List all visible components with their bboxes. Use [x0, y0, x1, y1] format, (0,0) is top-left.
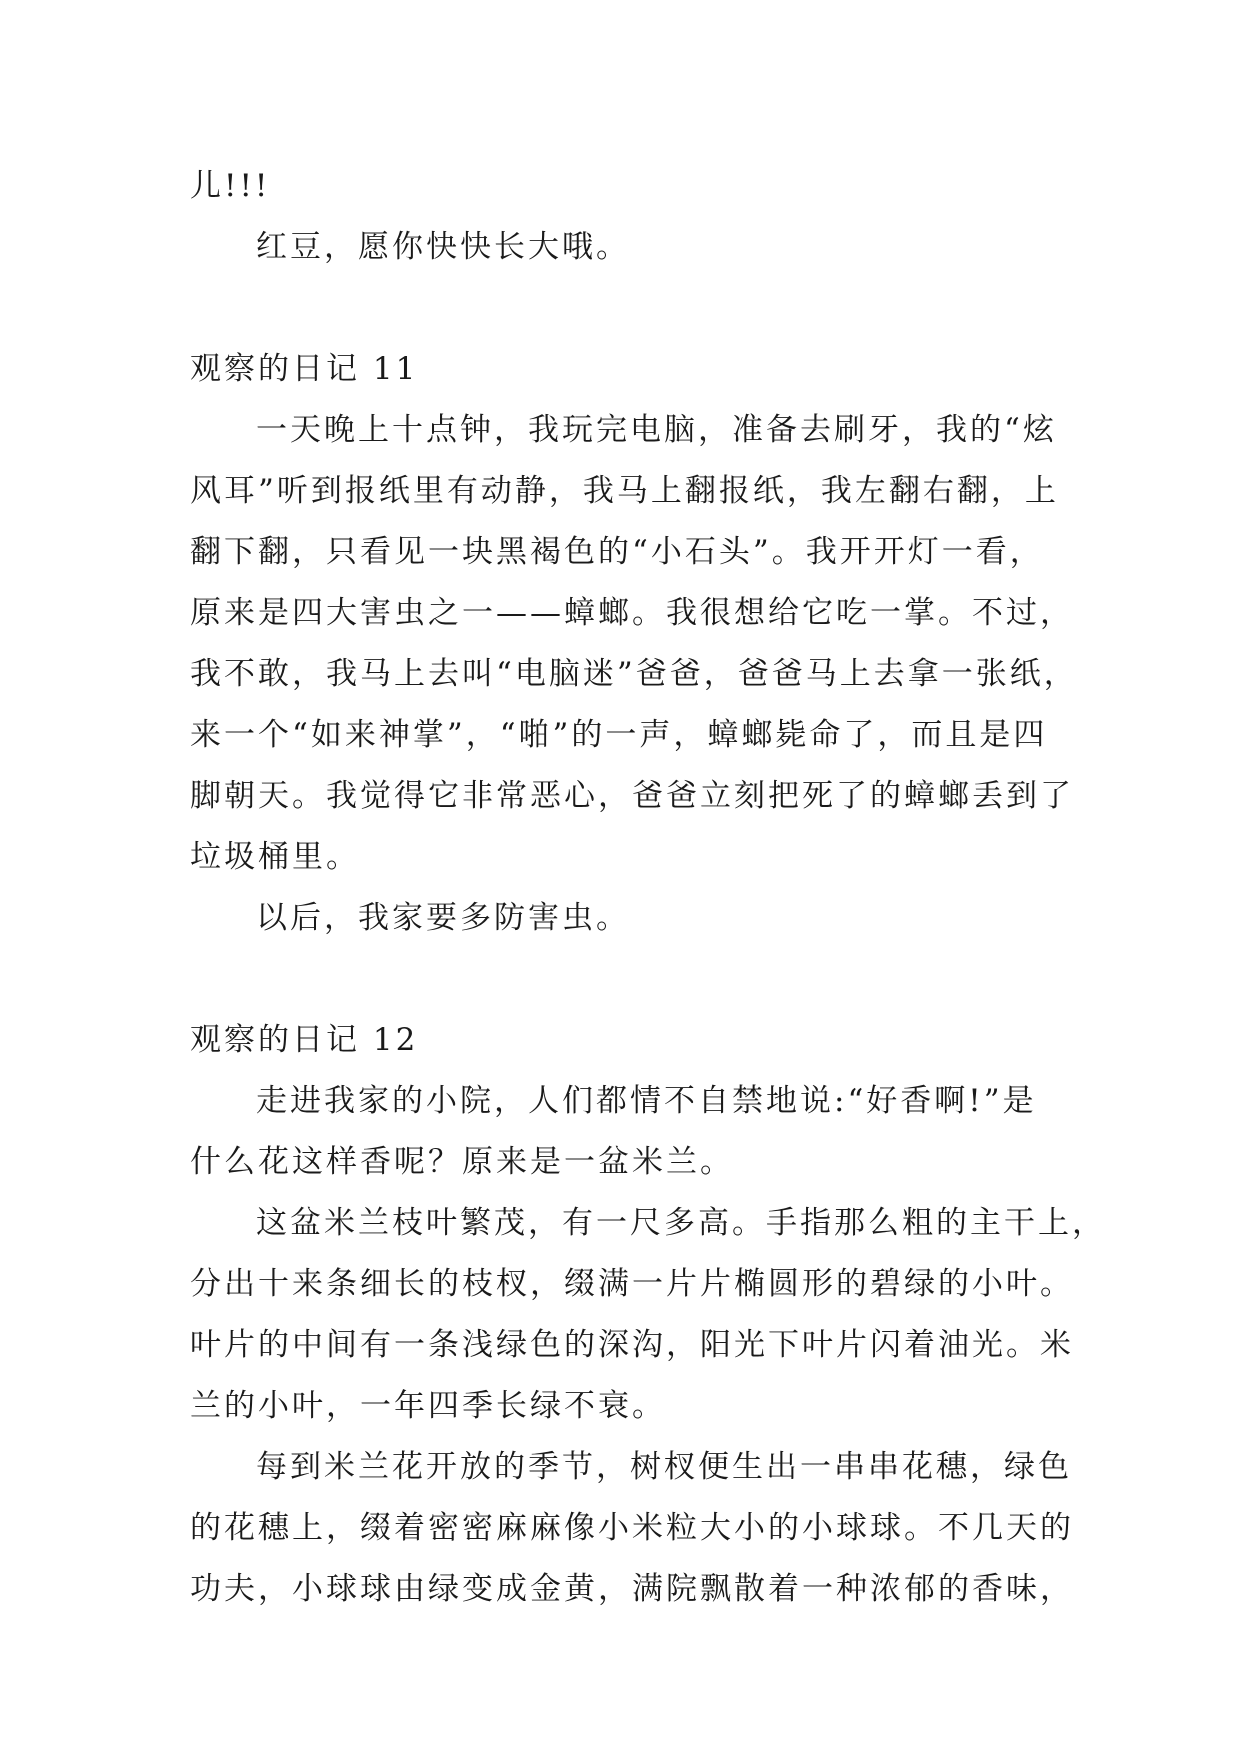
text-line: 什么花这样香呢？原来是一盆米兰。: [190, 1144, 734, 1180]
text-line: 分出十来条细长的枝杈，缀满一片片椭圆形的碧绿的小叶。: [190, 1266, 1074, 1302]
text-line: 的花穗上，缀着密密麻麻像小米粒大小的小球球。不几天的: [190, 1510, 1074, 1546]
text-line: 红豆，愿你快快长大哦。: [256, 229, 630, 265]
text-line: 这盆米兰枝叶繁茂，有一尺多高。手指那么粗的主干上，: [256, 1205, 1106, 1241]
entry-title-12: 观察的日记 12: [190, 1022, 419, 1058]
text-line: 叶片的中间有一条浅绿色的深沟，阳光下叶片闪着油光。米: [190, 1327, 1074, 1363]
document-body: [190, 156, 1106, 1620]
text-line: 翻下翻，只看见一块黑褐色的“小石头”。我开开灯一看，: [190, 534, 1044, 570]
text-line: 走进我家的小院，人们都情不自禁地说:“好香啊!”是: [256, 1083, 1037, 1119]
text-line: 以后，我家要多防害虫。: [256, 900, 630, 936]
text-line: 来一个“如来神掌”，“啪”的一声，蟑螂毙命了，而且是四: [190, 717, 1048, 753]
text-line: 功夫，小球球由绿变成金黄，满院飘散着一种浓郁的香味，: [190, 1571, 1074, 1607]
text-line: 垃圾桶里。: [190, 839, 360, 875]
entry-title-11: 观察的日记 11: [190, 351, 419, 387]
text-line: 脚朝天。我觉得它非常恶心，爸爸立刻把死了的蟑螂丢到了: [190, 778, 1074, 814]
text-line: 儿!!!: [190, 168, 271, 204]
blank-line: [190, 278, 1070, 339]
text-line: 风耳”听到报纸里有动静，我马上翻报纸，我左翻右翻，上: [190, 473, 1059, 509]
text-line: 兰的小叶，一年四季长绿不衰。: [190, 1388, 666, 1424]
text-line: 一天晚上十点钟，我玩完电脑，准备去刷牙，我的“炫: [256, 412, 1057, 448]
text-line: 我不敢，我马上去叫“电脑迷”爸爸，爸爸马上去拿一张纸，: [190, 656, 1078, 692]
text-line: 每到米兰花开放的季节，树杈便生出一串串花穗，绿色: [256, 1449, 1072, 1485]
text-line: 原来是四大害虫之一——蟑螂。我很想给它吃一掌。不过，: [190, 595, 1074, 631]
blank-line: [190, 949, 1070, 1010]
